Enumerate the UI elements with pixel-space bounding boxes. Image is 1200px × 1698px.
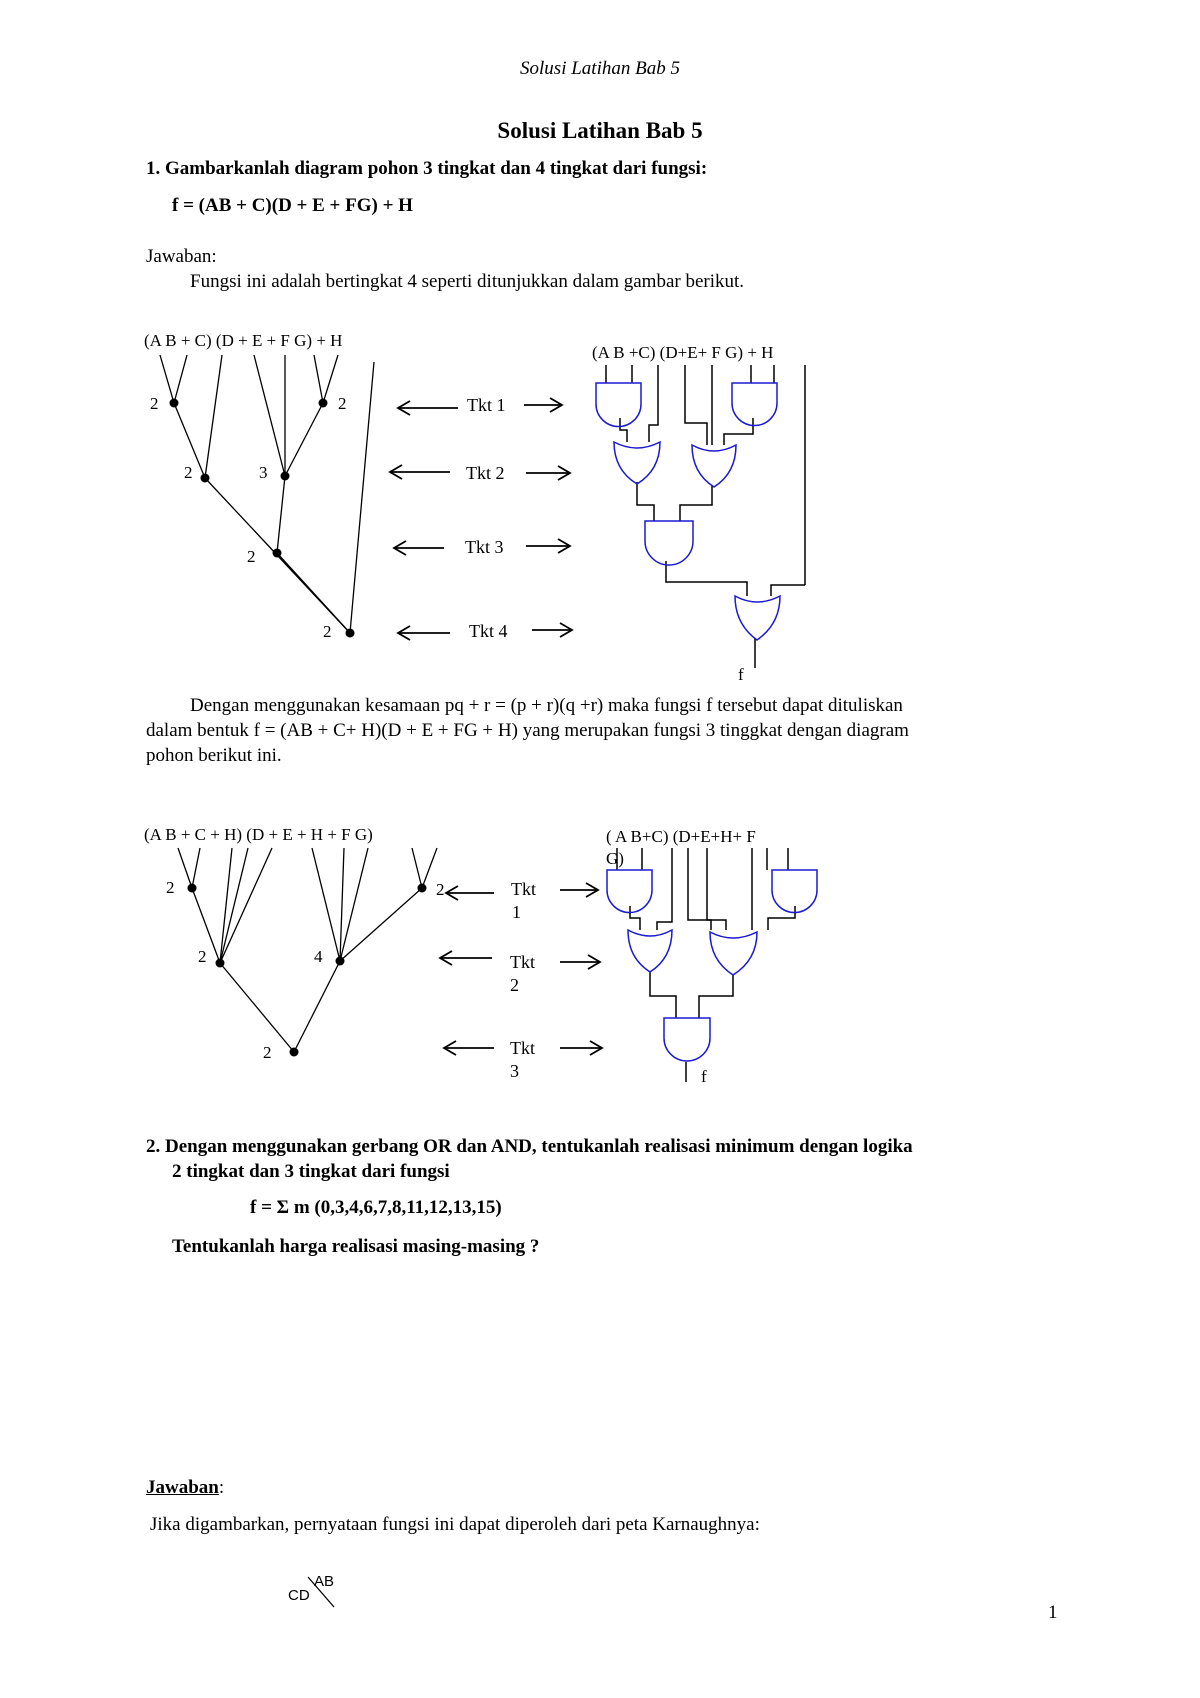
- level-label: 1: [512, 902, 521, 922]
- answer-label-1: Jawaban:: [146, 246, 217, 267]
- level-label: 2: [510, 975, 519, 995]
- tree-node-label: 2: [338, 394, 347, 413]
- question-1: 1. Gambarkanlah diagram pohon 3 tingkat dan 4 tingkat dari fungsi:: [146, 158, 708, 179]
- tree-node-label: 2: [198, 947, 207, 966]
- answer-label-colon: :: [218, 1477, 225, 1498]
- tree-node-label: 2: [247, 547, 256, 566]
- tree-node-label: 2: [436, 880, 445, 899]
- kmap-col-label: AB: [314, 1573, 335, 1590]
- question-2-line2: 2 tingkat dan 3 tingkat dari fungsi: [172, 1161, 450, 1182]
- tree-node-label: 2: [150, 394, 159, 413]
- tree-node-label: 2: [184, 463, 193, 482]
- paragraph-line: Dengan menggunakan kesamaan pq + r = (p + r)(q +r) maka fungsi f tersebut dapat dituliskan: [190, 695, 903, 716]
- level-label: Tkt 2: [466, 463, 505, 483]
- tree-node-label: 2: [323, 622, 332, 641]
- level-label: 3: [510, 1061, 519, 1081]
- paragraph-line: pohon berikut ini.: [146, 745, 282, 766]
- question-2-subquestion: Tentukanlah harga realisasi masing-masing ?: [172, 1236, 540, 1257]
- page-title: Solusi Latihan Bab 5: [497, 118, 703, 143]
- tree-expression: (A B + C) (D + E + F G) + H: [144, 331, 343, 350]
- level-label: Tkt: [511, 879, 536, 899]
- level-label: Tkt 4: [469, 621, 508, 641]
- level-label: Tkt: [510, 1038, 535, 1058]
- question-2-formula: f = Σ m (0,3,4,6,7,8,11,12,13,15): [250, 1197, 502, 1218]
- question-1-formula: f = (AB + C)(D + E + FG) + H: [172, 195, 413, 216]
- level-label: Tkt 1: [467, 395, 506, 415]
- circuit-expression: (A B +C) (D+E+ F G) + H: [592, 343, 774, 362]
- level-label: Tkt 3: [465, 537, 504, 557]
- question-2: 2. Dengan menggunakan gerbang OR dan AND, tentukanlah realisasi minimum dengan logika: [146, 1136, 913, 1157]
- level-label: Tkt: [510, 952, 535, 972]
- page-number: 1: [1048, 1602, 1058, 1623]
- tree-node-label: 2: [166, 878, 175, 897]
- answer-label-text: Jawaban: [146, 1477, 219, 1498]
- paragraph-line: dalam bentuk f = (AB + C+ H)(D + E + FG + H) yang merupakan fungsi 3 tinggkat dengan diagram: [146, 720, 909, 741]
- answer-text-2: Jika digambarkan, pernyataan fungsi ini dapat diperoleh dari peta Karnaughnya:: [150, 1514, 760, 1535]
- running-header: Solusi Latihan Bab 5: [520, 58, 680, 79]
- circuit-expression: ( A B+C) (D+E+H+ F: [606, 827, 756, 846]
- tree-node-label: 4: [314, 947, 323, 966]
- output-label: f: [701, 1067, 707, 1086]
- answer-text-1: Fungsi ini adalah bertingkat 4 seperti ditunjukkan dalam gambar berikut.: [190, 271, 745, 292]
- circuit-expression: G): [606, 849, 624, 868]
- output-label: f: [738, 665, 744, 684]
- tree-expression: (A B + C + H) (D + E + H + F G): [144, 825, 373, 844]
- tree-node-label: 2: [263, 1043, 272, 1062]
- kmap-row-label: CD: [288, 1587, 310, 1604]
- tree-node-label: 3: [259, 463, 268, 482]
